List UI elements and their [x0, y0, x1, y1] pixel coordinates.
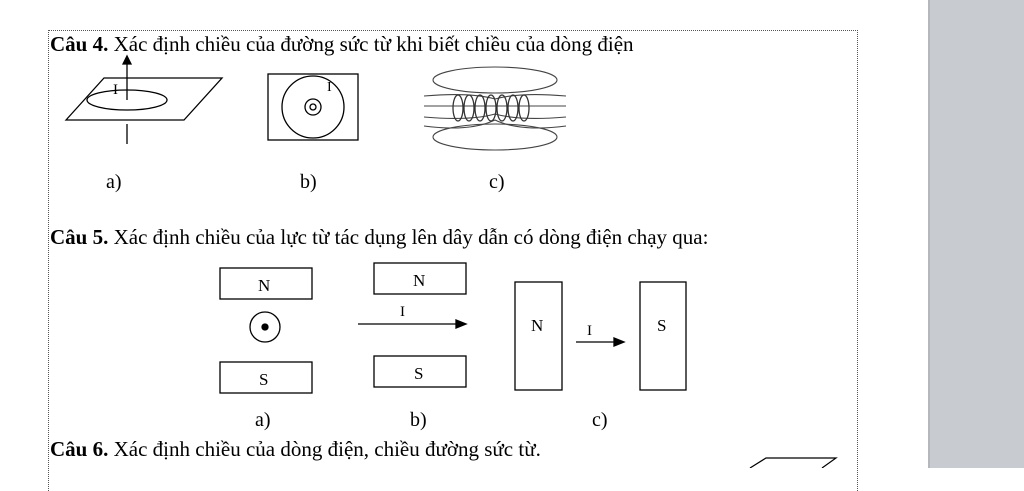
- question-6: [50, 437, 541, 461]
- q5a-current-out-dot: [262, 324, 268, 330]
- question-5-text: Xác định chiều của lực từ tác dụng lên dây dẫn có dòng điện chạy qua:: [113, 225, 709, 249]
- q5c-diagram: [515, 282, 686, 390]
- q5-label-c: c): [592, 409, 608, 431]
- q4b-field-circle-outer: [282, 76, 344, 138]
- window-scroll-gutter: [930, 0, 1024, 468]
- q4-label-c: c): [489, 171, 505, 193]
- q4a-current-label: I: [113, 82, 118, 98]
- q4c-field-loop-top: [433, 67, 557, 93]
- q6-partial-plane: [750, 458, 836, 468]
- q5b-current-arrow-icon: [456, 320, 466, 328]
- q5-label-b: b): [410, 409, 427, 431]
- q5c-magnet-s: [640, 282, 686, 390]
- q5c-current-label: I: [587, 323, 592, 339]
- q5b-diagram: [358, 263, 466, 387]
- q4a-current-arrow-icon: [123, 56, 131, 64]
- q5a-pole-s-label: S: [259, 370, 269, 389]
- q4b-wire-dot: [310, 104, 316, 110]
- q4c-solenoid-diagram: [424, 67, 566, 150]
- q5-label-a: a): [255, 409, 271, 431]
- q4b-wire-out-of-page-diagram: [268, 74, 358, 140]
- question-6-text: Xác định chiều của dòng điện, chiều đường sức từ.: [113, 437, 541, 461]
- question-6-number: Câu 6.: [50, 437, 109, 461]
- q5c-current-arrow-icon: [614, 338, 624, 346]
- q5b-pole-s-label: S: [414, 364, 424, 383]
- q5c-pole-n-label: N: [531, 316, 544, 335]
- question-4-number: Câu 4.: [50, 32, 109, 56]
- q4a-plane: [66, 78, 222, 120]
- q5c-pole-s-label: S: [657, 316, 667, 335]
- q4b-current-label: I: [327, 80, 332, 95]
- q4b-field-circle-inner: [305, 99, 321, 115]
- question-4-text: Xác định chiều của đường sức từ khi biết chiều của dòng điện: [113, 32, 634, 56]
- q5a-pole-n-label: N: [258, 276, 271, 295]
- question-5: [50, 225, 708, 249]
- q5b-current-label: I: [400, 304, 405, 320]
- question-5-number: Câu 5.: [50, 225, 109, 249]
- q5b-pole-n-label: N: [413, 271, 426, 290]
- q4a-wire-through-plane-diagram: [66, 56, 222, 144]
- q4c-coil-turns: [453, 95, 529, 121]
- q4-label-b: b): [300, 171, 317, 193]
- q4-label-a: a): [106, 171, 122, 193]
- q6-partial-diagram: [750, 458, 836, 468]
- q5c-magnet-n: [515, 282, 562, 390]
